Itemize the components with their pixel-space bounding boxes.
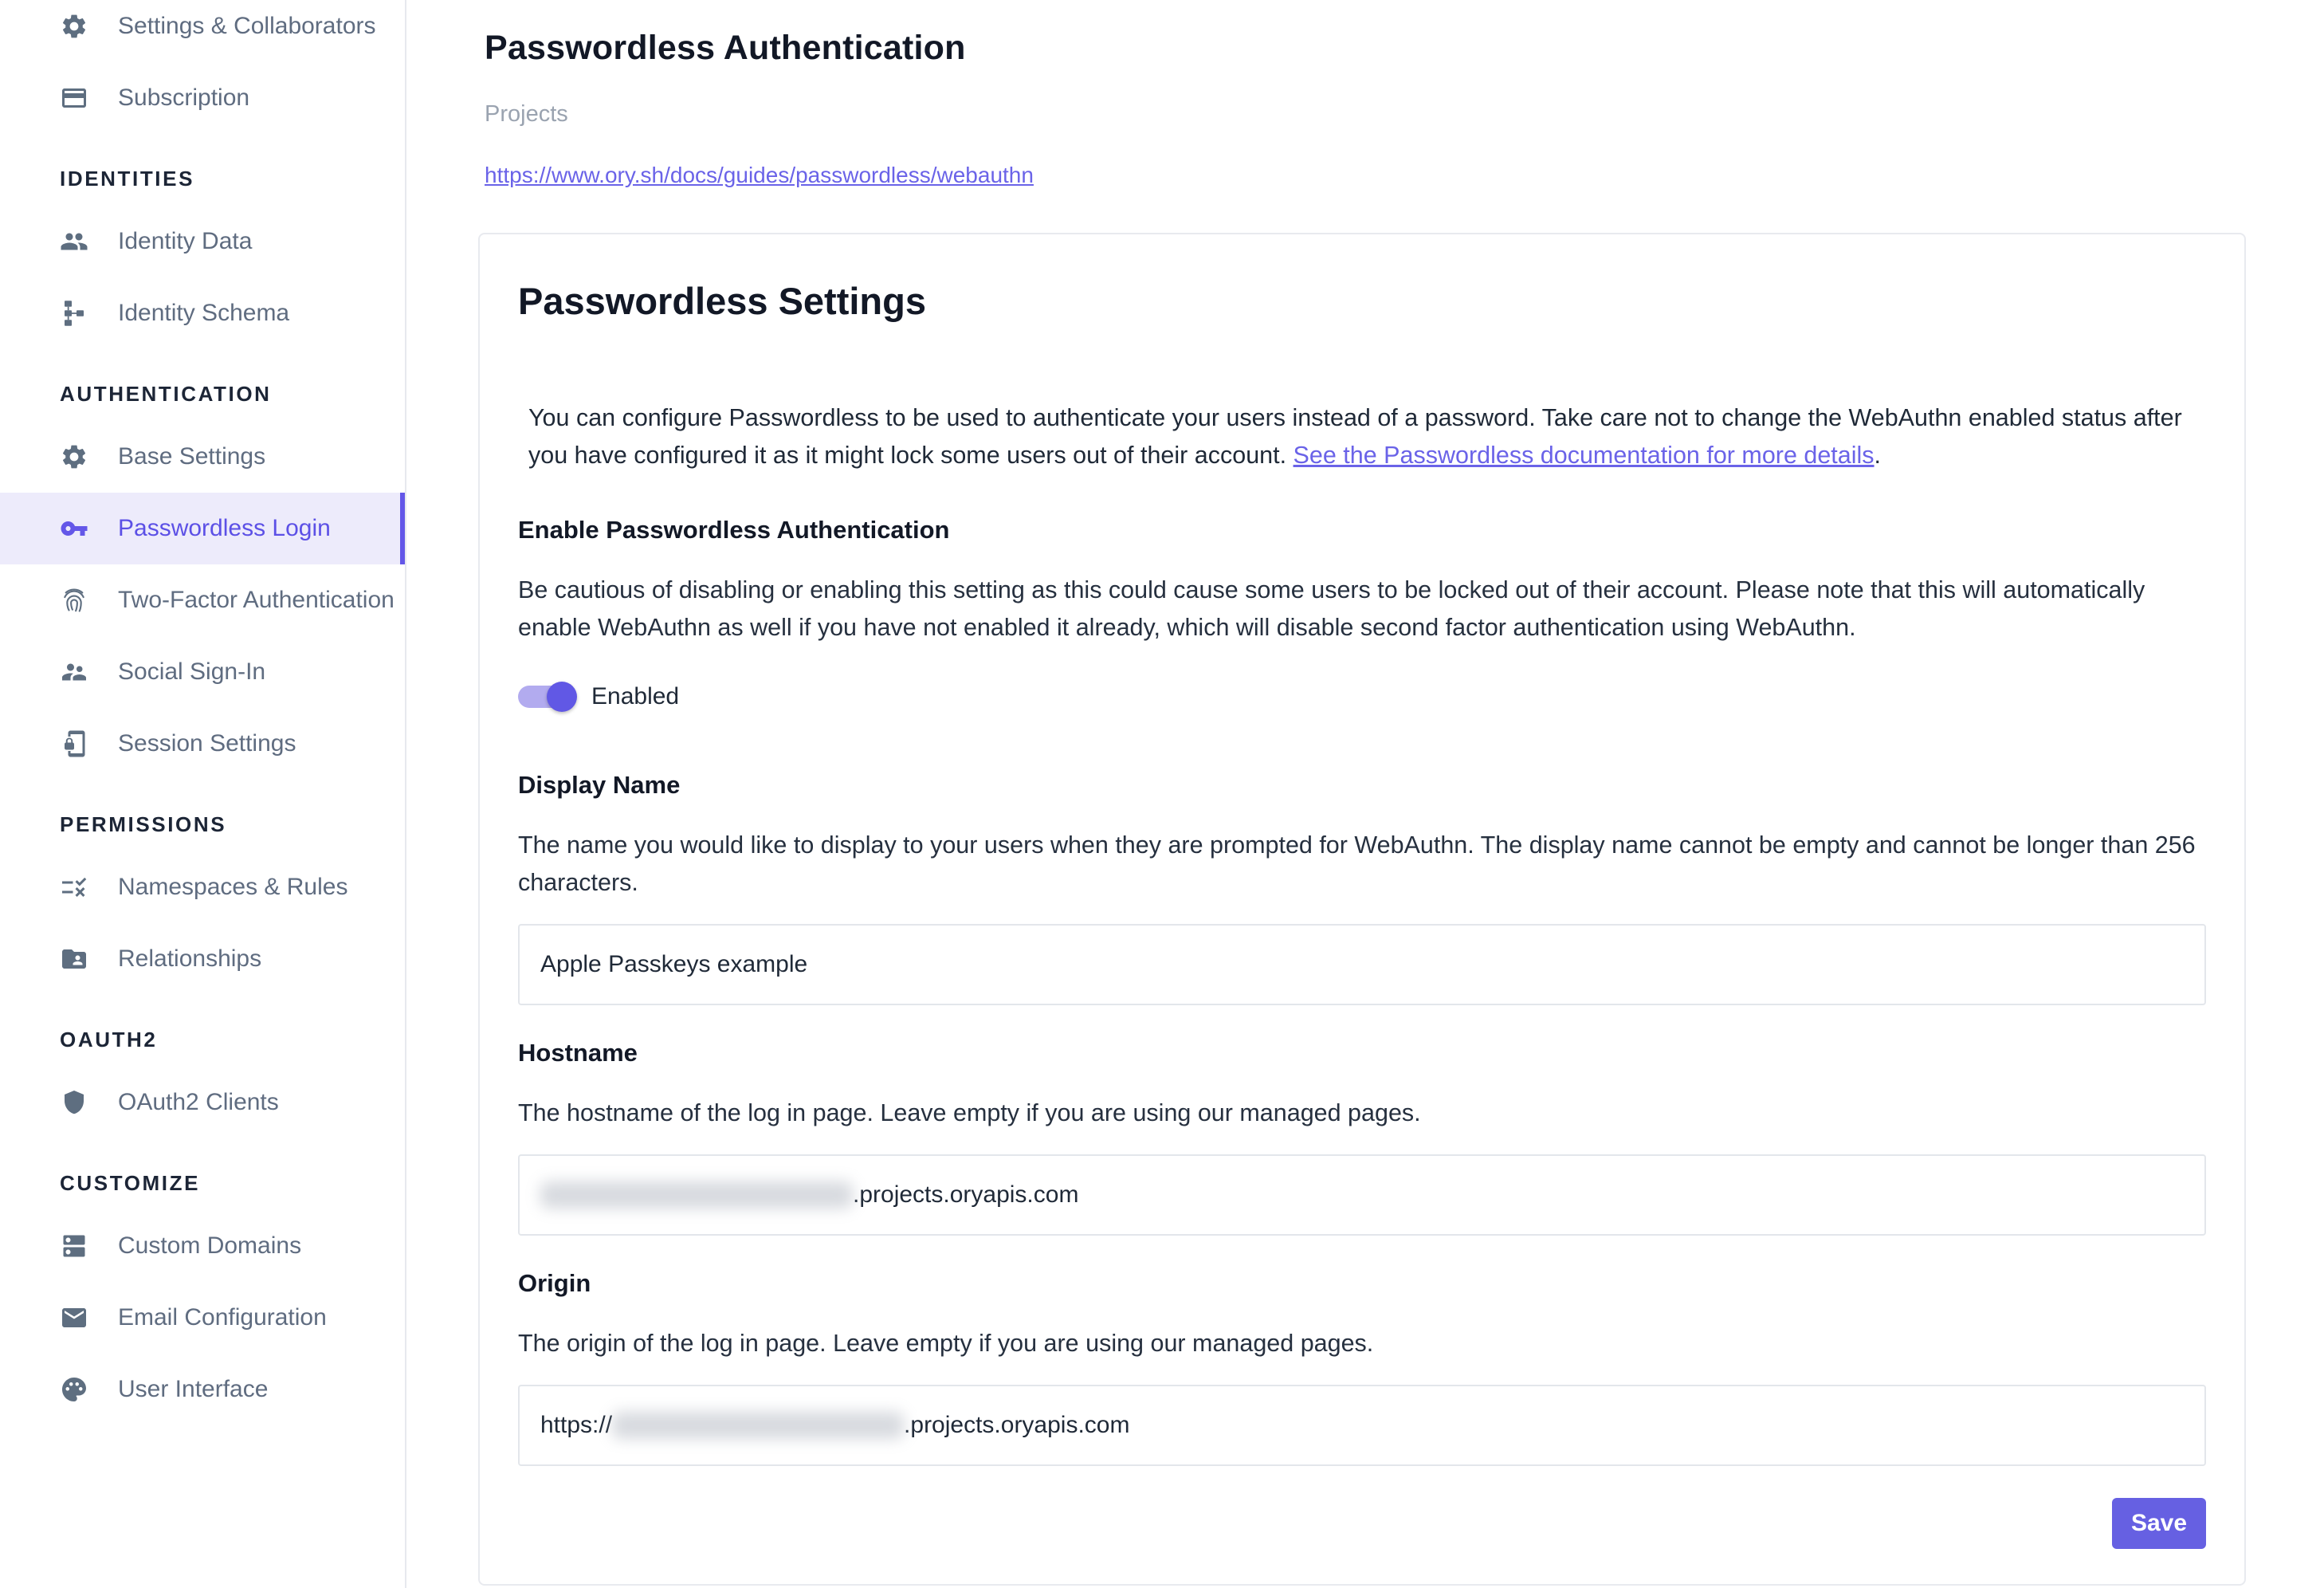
sidebar-item-identity-data[interactable] [0,206,405,277]
sidebar-nav [0,0,405,1425]
sidebar-item-label: Identity Schema [118,300,290,326]
breadcrumb: Projects [485,101,568,127]
intro-text-suffix: . [1874,442,1882,469]
sidebar-item-label: Relationships [118,945,262,972]
save-row [518,1498,2206,1549]
sidebar-section-customize: CUSTOMIZE [60,1170,201,1195]
shield-icon [60,1088,88,1117]
hostname-input[interactable] [518,1154,2206,1236]
passwordless-docs-link[interactable]: See the Passwordless documentation for more details [1293,442,1875,469]
display-name-heading: Display Name [518,771,681,799]
intro-text: You can configure Passwordless to be used to authenticate your users instead of a password. Take care not to change the WebAuthn enabled status after you have configured it as it might lock some users out of their account. [528,404,2182,469]
sidebar-item-email-configuration[interactable] [0,1282,405,1354]
folder-user-icon [60,945,88,973]
gear-icon [60,442,88,471]
sidebar-item-label: OAuth2 Clients [118,1089,279,1115]
enable-description: Be cautious of disabling or enabling this setting as this could cause some users to be locked out of their account. Please note that this will automatically enable WebAuthn as well if you have not enabled it already, which will disable second factor authentication using WebAuthn. [518,576,2145,641]
sidebar-item-label: Custom Domains [118,1232,302,1259]
sidebar-item-namespaces-rules[interactable] [0,851,405,923]
save-button[interactable]: Save [2112,1498,2206,1549]
sidebar-item-user-interface[interactable] [0,1354,405,1425]
sidebar-item-session-settings[interactable] [0,708,405,780]
schema-icon [60,299,88,328]
intro-paragraph [528,399,2206,474]
sidebar-item-relationships[interactable] [0,923,405,995]
enable-toggle-row [518,682,2206,712]
hostname-suffix: .projects.oryapis.com [853,1181,1079,1208]
passwordless-settings-card [478,233,2246,1586]
sidebar-item-base-settings[interactable] [0,421,405,493]
sidebar-item-label: User Interface [118,1376,269,1402]
sidebar-item-label: Identity Data [118,228,253,254]
hostname-description: The hostname of the log in page. Leave empty if you are using our managed pages. [518,1099,1421,1126]
rule-icon [60,873,88,902]
sidebar [0,0,406,1588]
sidebar-item-identity-schema[interactable] [0,277,405,349]
page-title: Passwordless Authentication [485,29,966,67]
sidebar-item-label: Subscription [118,85,250,111]
origin-description: The origin of the log in page. Leave empty if you are using our managed pages. [518,1330,1374,1357]
enable-heading: Enable Passwordless Authentication [518,516,950,544]
people-icon [60,227,88,256]
sidebar-item-oauth2-clients[interactable] [0,1067,405,1138]
toggle-thumb [547,682,577,712]
sidebar-section-permissions: PERMISSIONS [60,812,227,836]
display-name-description: The name you would like to display to your users when they are prompted for WebAuthn. The display name cannot be empty and cannot be longer than 256 characters. [518,831,2196,896]
passwordless-toggle[interactable] [518,682,577,712]
sidebar-item-passwordless-login[interactable] [0,493,405,564]
sidebar-item-label: Social Sign-In [118,658,266,685]
webauthn-docs-link[interactable]: https://www.ory.sh/docs/guides/passwordless/webauthn [485,163,1034,187]
doc-link-row [478,163,2246,188]
credit-card-icon [60,84,88,112]
origin-input[interactable] [518,1385,2206,1466]
hostname-heading: Hostname [518,1039,638,1067]
mail-icon [60,1303,88,1332]
fingerprint-icon [60,586,88,615]
sidebar-item-label: Base Settings [118,443,266,470]
key-icon [60,514,88,543]
sidebar-item-label: Passwordless Login [118,515,331,541]
gear-icon [60,12,88,41]
origin-heading: Origin [518,1269,591,1297]
device-lock-icon [60,729,88,758]
people-icon [60,658,88,686]
sidebar-item-settings-collaborators[interactable] [0,0,405,62]
sidebar-item-subscription[interactable] [0,62,405,134]
origin-prefix: https:// [540,1412,613,1438]
toggle-state-label: Enabled [591,683,680,709]
servers-icon [60,1232,88,1260]
sidebar-item-social-sign-in[interactable] [0,636,405,708]
redacted-project-slug [540,1181,853,1209]
sidebar-item-label: Email Configuration [118,1304,327,1331]
sidebar-section-oauth2: OAUTH2 [60,1027,158,1051]
palette-icon [60,1375,88,1404]
origin-suffix: .projects.oryapis.com [904,1412,1130,1438]
sidebar-item-label: Settings & Collaborators [118,13,376,39]
sidebar-section-authentication: AUTHENTICATION [60,381,272,406]
sidebar-section-identities: IDENTITIES [60,166,195,191]
sidebar-item-custom-domains[interactable] [0,1210,405,1282]
sidebar-item-label: Session Settings [118,730,296,757]
main-content [406,0,2324,1588]
redacted-project-slug [612,1412,904,1439]
display-name-input[interactable] [518,924,2206,1005]
sidebar-item-label: Namespaces & Rules [118,874,348,900]
card-title: Passwordless Settings [518,280,926,322]
sidebar-item-label: Two-Factor Authentication [118,587,395,613]
sidebar-item-two-factor-authentication[interactable] [0,564,405,636]
